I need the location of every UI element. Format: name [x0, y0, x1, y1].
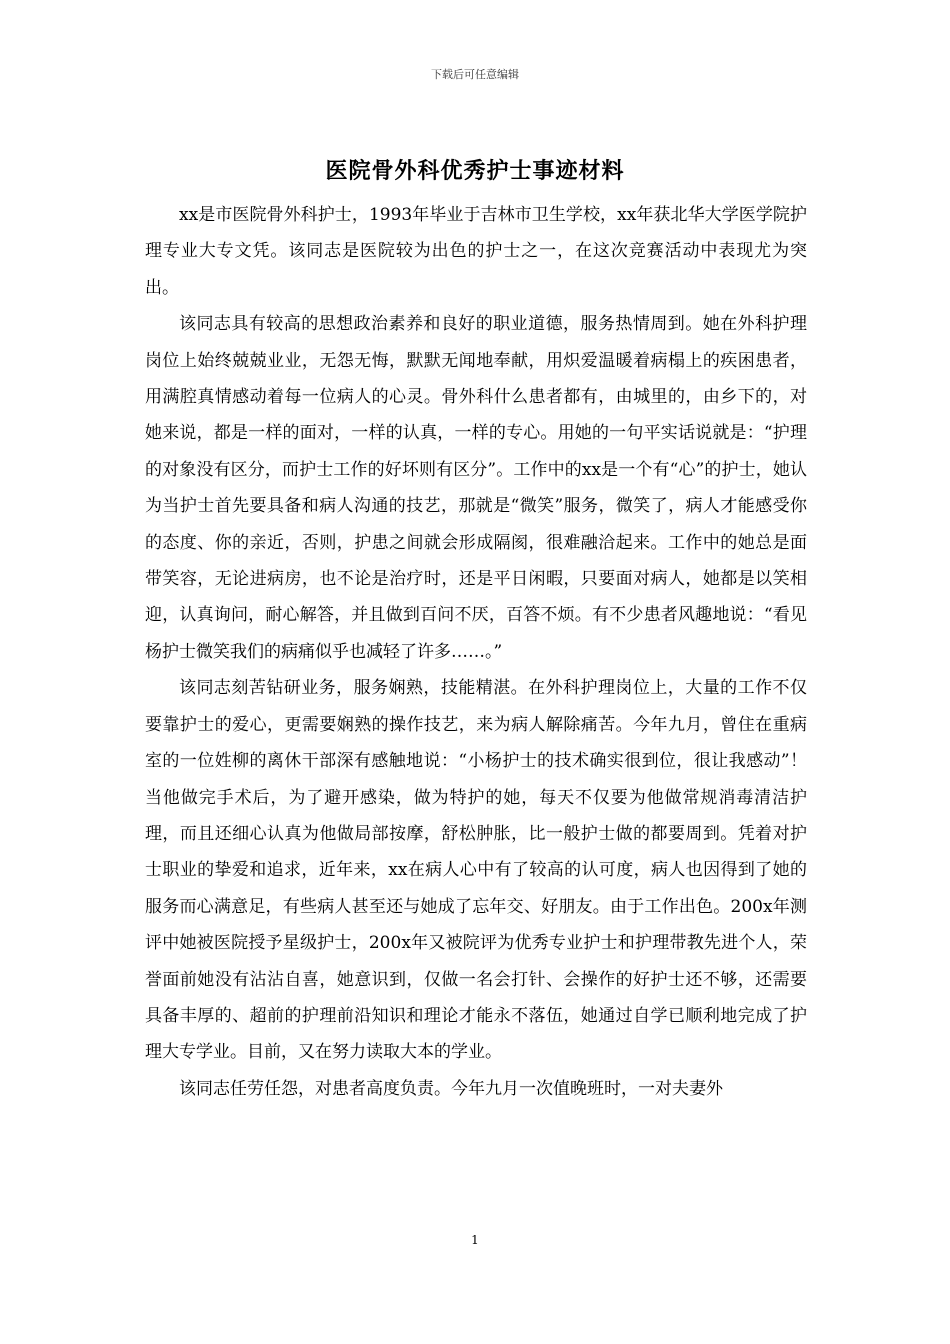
paragraph-4: 该同志任劳任怨，对患者高度负责。今年九月一次值晚班时，一对夫妻外 [179, 1078, 723, 1099]
paragraph-1: xx是市医院骨外科护士，1993年毕业于吉林市卫生学校，xx年获北华大学医学院护理专业大专文凭。该同志是医院较为出色的护士之一，在这次竞赛活动中表现尤为突出。 [145, 205, 807, 298]
header-note: 下载后可任意编辑 [431, 68, 519, 81]
paragraph-2: 该同志具有较高的思想政治素养和良好的职业道德，服务热情周到。她在外科护理岗位上始终兢兢业业，无怨无悔，默默无闻地奉献，用炽爱温暖着病榻上的疾困患者，用满腔真情感动着每一位病人的心灵。骨外科什么患者都有，由城里的，由乡下的，对她来说，都是一样的面对，一样的认真，一样的专心。用她的一句平实话说就是：“护理的对象没有区分，而护士工作的好坏则有区分”。工作中的xx是一个有“心”的护士，她认为当护士首先要具备和病人沟通的技艺，那就是“微笑”服务，微笑了，病人才能感受你的态度、你的亲近，否则，护患之间就会形成隔阂，很难融洽起来。工作中的她总是面带笑容，无论进病房，也不论是治疗时，还是平日闲暇，只要面对病人，她都是以笑相迎，认真询问，耐心解答，并且做到百问不厌，百答不烦。有不少患者风趣地说：“看见杨护士微笑我们的病痛似乎也减轻了许多……。” [145, 314, 807, 662]
paragraph-3: 该同志刻苦钻研业务，服务娴熟，技能精湛。在外科护理岗位上，大量的工作不仅要靠护士的爱心，更需要娴熟的操作技艺，来为病人解除痛苦。今年九月，曾住在重病室的一位姓柳的离休干部深有感触地说：“小杨护士的技术确实很到位，很让我感动”！当他做完手术后，为了避开感染，做为特护的她，每天不仅要为他做常规消毒清洁护理，而且还细心认真为他做局部按摩，舒松肿胀，比一般护士做的都要周到。凭着对护士职业的挚爱和追求，近年来，xx在病人心中有了较高的认可度，病人也因得到了她的服务而心满意足，有些病人甚至还与她成了忘年交、好朋友。由于工作出色。200x年测评中她被医院授予星级护士，200x年又被院评为优秀专业护士和护理带教先进个人，荣誉面前她没有沾沾自喜，她意识到，仅做一名会打针、会操作的好护士还不够，还需要具备丰厚的、超前的护理前沿知识和理论才能永不落伍，她通过自学已顺利地完成了护理大专学业。目前，又在努力读取大本的学业。 [145, 678, 807, 1063]
document-title: 医院骨外科优秀护士事迹材料 [325, 158, 625, 184]
document-body [145, 197, 807, 1107]
page-number: 1 [471, 1233, 479, 1247]
